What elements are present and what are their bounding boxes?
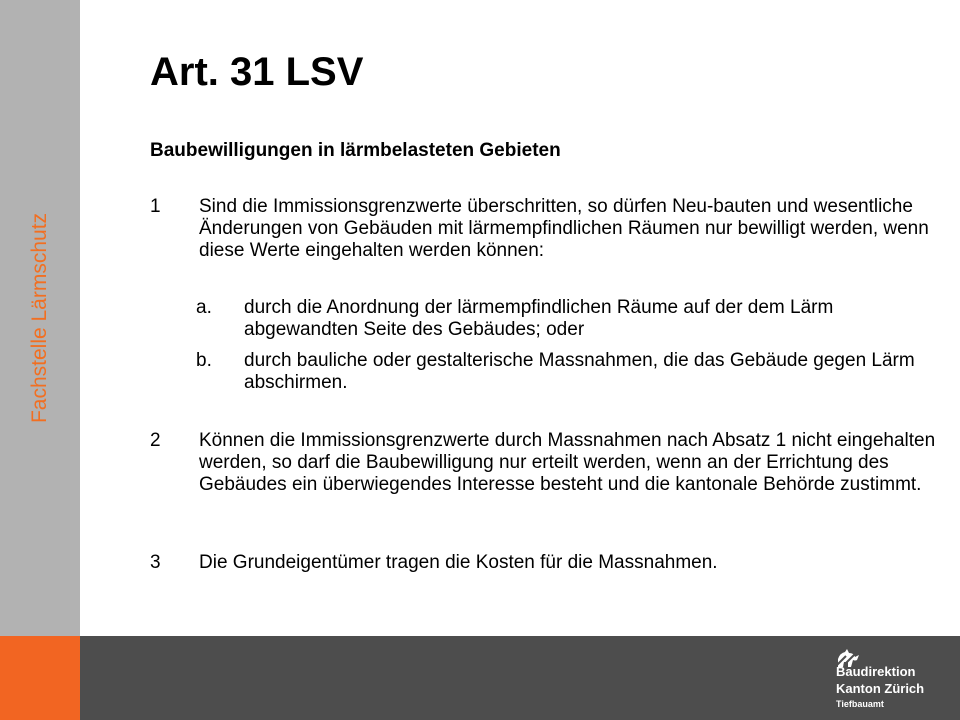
paragraph-text: Die Grundeigentümer tragen die Kosten für die Massnahmen.	[199, 552, 718, 573]
subitem-letter: b.	[196, 350, 212, 371]
slide-subtitle: Baubewilligungen in lärmbelasteten Gebieten	[150, 140, 561, 161]
subitem-letter: a.	[196, 297, 212, 318]
paragraph-3	[150, 552, 940, 574]
subitem-b	[196, 350, 940, 394]
footer-accent-block	[0, 636, 80, 720]
subitem-text: durch bauliche oder gestalterische Massnahmen, die das Gebäude gegen Lärm abschirmen.	[244, 350, 915, 393]
logo-line-2: Kanton Zürich	[836, 681, 925, 696]
paragraph-2	[150, 430, 940, 496]
subitem-text: durch die Anordnung der lärmempfindlichen Räume auf der dem Lärm abgewandten Seite des Gebäudes; oder	[244, 297, 834, 340]
paragraph-number: 2	[150, 430, 161, 451]
paragraph-number: 3	[150, 552, 161, 573]
footer-bar	[80, 636, 960, 720]
logo-line-3: Tiefbauamt	[836, 699, 884, 709]
paragraph-text: Sind die Immissionsgrenzwerte überschritten, so dürfen Neu-bauten und wesentliche Änderungen von Gebäuden mit lärmempfindlichen Räumen nur bewilligt werden, wenn diese Werte eingehalten werden können:	[199, 196, 929, 261]
logo-line-1: Baudirektion	[836, 664, 916, 679]
sidebar	[0, 0, 80, 636]
paragraph-number: 1	[150, 196, 161, 217]
subitem-a	[196, 297, 940, 341]
paragraph-1	[150, 196, 940, 262]
paragraph-text: Können die Immissionsgrenzwerte durch Massnahmen nach Absatz 1 nicht eingehalten werden, so darf die Baubewilligung nur erteilt werden, wenn an der Errichtung des Gebäudes ein überwiegendes Interesse besteht und die kantonale Behörde zustimmt.	[199, 430, 936, 495]
sidebar-label: Fachstelle Lärmschutz	[28, 212, 51, 424]
slide-title: Art. 31 LSV	[150, 50, 364, 94]
baudirektion-logo	[834, 648, 952, 710]
